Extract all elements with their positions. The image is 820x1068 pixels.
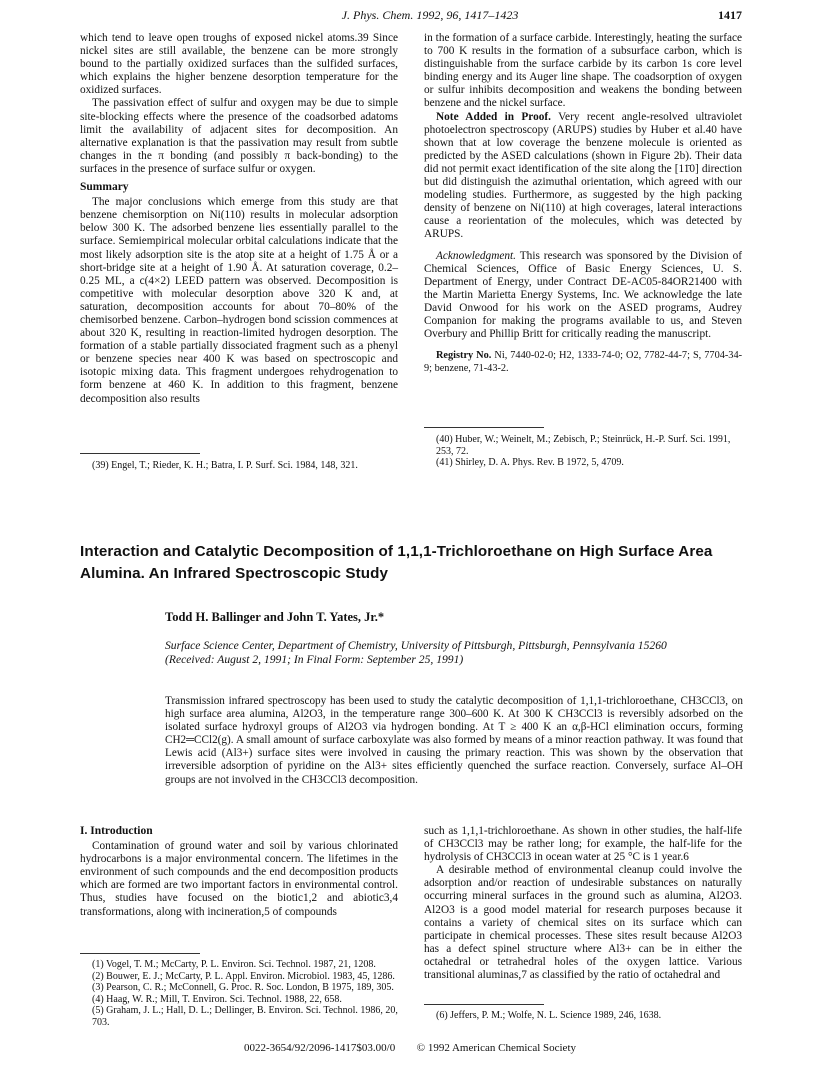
registry-label: Registry No.: [436, 350, 492, 362]
paragraph: which tend to leave open troughs of exposed nickel atoms.39 Since nickel sites are still available, the benzene can be more strongly bound to the partially oxidized surfaces than the sulfided surfaces, which explains the higher benzene desorption temperature for the oxidized surfaces.: [80, 32, 398, 97]
footnote-refs-left: [80, 959, 398, 1029]
copyright: © 1992 American Chemical Society: [416, 1042, 576, 1054]
affiliation: Surface Science Center, Department of Chemistry, University of Pittsburgh, Pittsburgh, Pennsylvania 15260: [165, 639, 667, 652]
title-line-2: Alumina. An Infrared Spectroscopic Study: [80, 565, 389, 582]
top-left-column: [80, 32, 398, 406]
affiliation-block: [165, 639, 765, 667]
paragraph: A desirable method of environmental cleanup could involve the adsorption and/or reaction of undesirable substances on naturally occurring mineral surfaces in the ground such as alumina, Al2O3. Al2O3 is a good model material for research purposes because it contains a variety of chemical sites on its surface which can participate in chemical processes. These sites result because Al2O3 has a defect spinel structure where Al3+ can be in either the octahedral or tetrahedral holes of the oxygen lattice. Various transitional aluminas,7 as classified by the ratio of octahedral and: [424, 864, 742, 982]
acknowledgment-label: Acknowledgment.: [436, 249, 516, 262]
footnote-rule: [424, 1004, 544, 1005]
paragraph: in the formation of a surface carbide. Interestingly, heating the surface to 700 K results in the formation of a subsurface carbon, which is distinguishable from the surface carbide by its carbon 1s core level binding energy and its Auger line shape. The coadsorption of oxygen or sulfur inhibits decomposition and weakens the bonding between benzene and the nickel surface.: [424, 32, 742, 110]
footnote-ref: (4) Haag, W. R.; Mill, T. Environ. Sci. Technol. 1988, 22, 658.: [92, 993, 342, 1005]
footnote-ref: (2) Bouwer, E. J.; McCarty, P. L. Appl. Environ. Microbiol. 1983, 45, 1286.: [92, 970, 395, 982]
paragraph: The major conclusions which emerge from this study are that benzene chemisorption on Ni(110) results in molecular adsorption below 300 K. The adsorbed benzene lies essentially parallel to the surface. Semiempirical molecular orbital calculations indicate that the most likely adsorption site is the atop site at a height of 1.75 Å or a short-bridge site at a height of 1.90 Å. At saturation coverage, 0.2–0.25 ML, a c(4×2) LEED pattern was observed. Decomposition is competitive with molecular desorption above 320 K and, at saturation, decomposition accounts for about 70–80% of the chemisorbed benzene. Carbon–hydrogen bond scission commences at about 320 K, resulting in reaction-limited hydrogen desorption. The formation of a stable partially dissociated fragment such as a phenyl or benzene species near 400 K was based on spectroscopic and isotopic mixing data. This fragment undergoes rehydrogenation to form benzene at 460 K. In addition to this fragment, benzene decomposition also results: [80, 196, 398, 405]
authors: Todd H. Ballinger and John T. Yates, Jr.*: [165, 610, 385, 624]
journal-citation: J. Phys. Chem. 1992, 96, 1417–1423: [341, 8, 519, 22]
running-header: [0, 8, 820, 24]
paragraph: such as 1,1,1-trichloroethane. As shown in other studies, the half-life of CH3CCl3 may be rather long; for example, the half-life for the hydrolysis of CH3CCl3 in ocean water at 25 °C is 1 year.6: [424, 825, 742, 864]
footnote-rule: [424, 427, 544, 428]
top-right-column: [424, 32, 742, 375]
note-text: Very recent angle-resolved ultraviolet photoelectron spectroscopy (ARUPS) studies by Huber et al.40 have shown that at low coverage the benzene molecule is oriented as predicted by the ASED calculations (shown in Figure 2b). Their data did not permit exact identification of the site along the [11̄0] direction but did distinguish the azimuthal orientation, which agreed with our modeling studies. Furthermore, as suggested by the high packing density of benzene on Ni(110) at high coverages, lateral interactions cause a reorientation of the molecules, which was detected by ARUPS.: [424, 110, 743, 241]
footnote-ref-39: (39) Engel, T.; Rieder, K. H.; Batra, I. P. Surf. Sci. 1984, 148, 321.: [92, 460, 358, 471]
footnote-ref: (1) Vogel, T. M.; McCarty, P. L. Environ. Sci. Technol. 1987, 21, 1208.: [92, 959, 376, 970]
footnote-ref-6: (6) Jeffers, P. M.; Wolfe, N. L. Science 1989, 246, 1638.: [436, 1010, 662, 1021]
page-number: 1417: [718, 8, 742, 22]
received-dates: (Received: August 2, 1991; In Final Form: September 25, 1991): [165, 653, 464, 666]
registry-text: Ni, 7440-02-0; H2, 1333-74-0; O2, 7782-44-7; S, 7704-34-9; benzene, 71-43-2.: [424, 350, 743, 375]
intro-left-column: [80, 825, 398, 919]
footnote-rule: [80, 453, 200, 454]
section-heading-summary: Summary: [80, 181, 129, 194]
acknowledgment-text: This research was sponsored by the Division of Chemical Sciences, Office of Basic Energy Sciences, U. S. Department of Energy, under Contract DE-AC05-84OR21400 with the Martin Marietta Energy Systems, Inc. We acknowledge the late David Onwood for his work on the ASED programs, Audrey Companion for making the programs available to us, and Steven Overbury and Phillip Britt for critically reading the manuscript.: [424, 249, 742, 341]
paragraph: Contamination of ground water and soil by various chlorinated hydrocarbons is a major environmental concern. The lifetimes in the environment of such compounds and the end decomposition products which are formed are two important factors in environmental control. Thus, studies have focused on the biotic1,2 and abiotic3,4 transformations, along with incineration,5 of compounds: [80, 840, 398, 918]
footnote-refs-right: [424, 434, 742, 469]
title-line-1: Interaction and Catalytic Decomposition of 1,1,1-Trichloroethane on High Surface Area: [80, 543, 713, 560]
intro-right-column: [424, 825, 742, 982]
publication-code: 0022-3654/92/2096-1417$03.00/0: [243, 1042, 396, 1054]
note-label: Note Added in Proof.: [436, 110, 552, 123]
footnote-ref: (5) Graham, J. L.; Hall, D. L.; Dellinger, B. Environ. Sci. Technol. 1986, 20, 703.: [92, 1005, 398, 1028]
paragraph: The passivation effect of sulfur and oxygen may be due to simple site-blocking effects where the presence of the coadsorbed adatoms limit the availability of adjacent sites for decomposition. An alternative explanation is that the passivation may result from subtle changes in the π bonding (and possibly π back-bonding) to the surfaces in the presence of surface sulfur or oxygen.: [80, 97, 398, 175]
footnote-ref: (3) Pearson, C. R.; McConnell, G. Proc. R. Soc. London, B 1975, 189, 305.: [92, 982, 394, 994]
footnote-rule: [80, 953, 200, 954]
article-title: [80, 541, 760, 585]
page-footer: [0, 1042, 820, 1054]
abstract: Transmission infrared spectroscopy has been used to study the catalytic decomposition of 1,1,1-trichloroethane, CH3CCl3, on high surface area alumina, Al2O3, in the temperature range 300–600 K. At 300 K CH3CCl3 is reversibly adsorbed on the isolated surface hydroxyl groups of Al2O3 via hydrogen bonding. At T ≥ 400 K an α,β-HCl elimination occurs, forming CH2═CCl2(g). A small amount of surface carboxylate was also formed by means of a minor reaction pathway. It was found that Lewis acid (Al3+) surface sites were involved in causing the primary reaction. This was shown by the observation that irreversible adsorption of pyridine on the Al3+ sites efficiently quenched the surface reaction. Conversely, surface Al–OH groups are not involved in the CH3CCl3 decomposition.: [165, 695, 743, 786]
section-heading-introduction: I. Introduction: [80, 825, 153, 837]
footnote-ref-41: (41) Shirley, D. A. Phys. Rev. B 1972, 5, 4709.: [436, 457, 624, 469]
footnote-ref-40: (40) Huber, W.; Weinelt, M.; Zebisch, P.; Steinrück, H.-P. Surf. Sci. 1991, 253, 72.: [436, 434, 731, 457]
